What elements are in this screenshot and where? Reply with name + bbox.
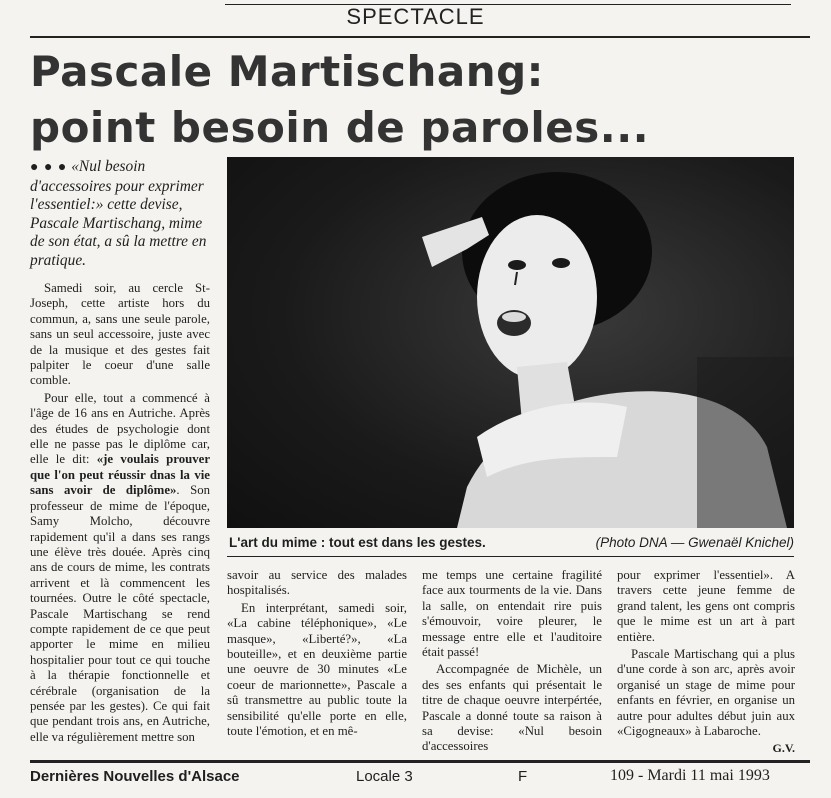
section-label: SPECTACLE bbox=[346, 4, 485, 29]
paragraph: savoir au service des malades hospitalisés. bbox=[227, 568, 407, 598]
paragraph: En interprétant, samedi soir, «La cabine téléphonique», «Le masque», «Liberté?», «La bouteille», et en deuxième partie une oeuvre de 30 minutes «Le coeur de marionnette», Pascale a sû transmettre au public toute la sensibilité qu'elle porte en elle, toute l'émotion, et en mê- bbox=[227, 600, 407, 739]
paragraph: Pascale Martischang qui a plus d'une corde à son arc, après avoir organisé un stage de mime pour enfants en février, en organise un autre pour adultes début juin aux «Cigogneaux» à Labaroche. bbox=[617, 647, 795, 739]
page-footer bbox=[30, 764, 810, 788]
headline-line-1: Pascale Martischang: bbox=[30, 47, 544, 96]
bullet-dots: ● ● ● bbox=[30, 160, 68, 175]
paragraph: Samedi soir, au cercle St-Joseph, cette artiste hors du commun, a, sans une seule parole, sans un seul accessoire, juste avec de la musique et des gestes fait palpiter le coeur d'une salle comble. bbox=[30, 281, 210, 388]
paragraph bbox=[30, 391, 210, 745]
caption-rule bbox=[227, 556, 794, 557]
paragraph-text: . Son professeur de mime de l'époque, Samy Molcho, découvre rapidement qu'il a dans ses rangs une élève très douée. Après cinq ans de cours de mime, les contrats arrivent et là commencent les tournées. Outre le côté spectacle, Pascale Martischang se rend compte rapidement de ce que peut apporter le mime en milieu hospitalier pour tout ce qui touche à la thérapie fonctionnelle et cérébrale (organisation de la pensée par les gestes). Ce qui fait que pendant trois ans, en Autriche, elle va régulièrement mettre son bbox=[30, 483, 210, 744]
footer-rule bbox=[30, 760, 810, 763]
photo-caption bbox=[227, 532, 794, 554]
article-column-4 bbox=[617, 568, 795, 757]
photo-credit: (Photo DNA — Gwenaël Knichel) bbox=[595, 535, 794, 550]
issue-date: 109 - Mardi 11 mai 1993 bbox=[610, 767, 770, 784]
paragraph-text: Pour elle, tout a commencé à l'âge de 16 ans en Autriche. Après des études de psychologie dont elle ne passe pas le diplôme car, elle le dit: bbox=[30, 390, 210, 467]
article-column-3 bbox=[422, 568, 602, 755]
lead-paragraph bbox=[30, 158, 220, 271]
paragraph: me temps une certaine fragilité face aux tourments de la vie. Dans la salle, on entendait rire puis s'émouvoir, voire pleurer, le message entre elle et l'auditoire était passé! bbox=[422, 568, 602, 660]
headline-line-2: point besoin de paroles... bbox=[30, 103, 650, 152]
newspaper-name: Dernières Nouvelles d'Alsace bbox=[30, 768, 240, 785]
lead-text: «Nul besoin d'accessoires pour exprimer l'essentiel:» cette devise, Pascale Martischang, mime de son état, a sû la mettre en pratique. bbox=[30, 158, 207, 269]
headline bbox=[30, 44, 810, 156]
caption-text: L'art du mime : tout est dans les gestes. bbox=[229, 535, 486, 550]
paragraph: Accompagnée de Michèle, un des ses enfants qui présentait le titre de chaque oeuvre interpértée, Pascale a donné toute sa raison à sa devise: «Nul besoin d'accessoires bbox=[422, 662, 602, 754]
author-signature: G.V. bbox=[772, 741, 795, 756]
mime-figure-illustration bbox=[227, 157, 794, 528]
article-column-2 bbox=[227, 568, 407, 739]
edition-letter: F bbox=[518, 768, 528, 785]
mime-photo bbox=[227, 157, 794, 528]
paragraph: pour exprimer l'essentiel». A travers cette jeune femme de grand talent, les gens ont compris que le mime est un art à part entière. bbox=[617, 568, 795, 644]
article-column-1 bbox=[30, 281, 210, 745]
section-rule bbox=[30, 36, 810, 38]
quote: «je voulais prouver que l'on peut réussir dnas la vie sans avoir de diplôme» bbox=[30, 452, 211, 498]
edition-label: Locale 3 bbox=[356, 768, 413, 785]
